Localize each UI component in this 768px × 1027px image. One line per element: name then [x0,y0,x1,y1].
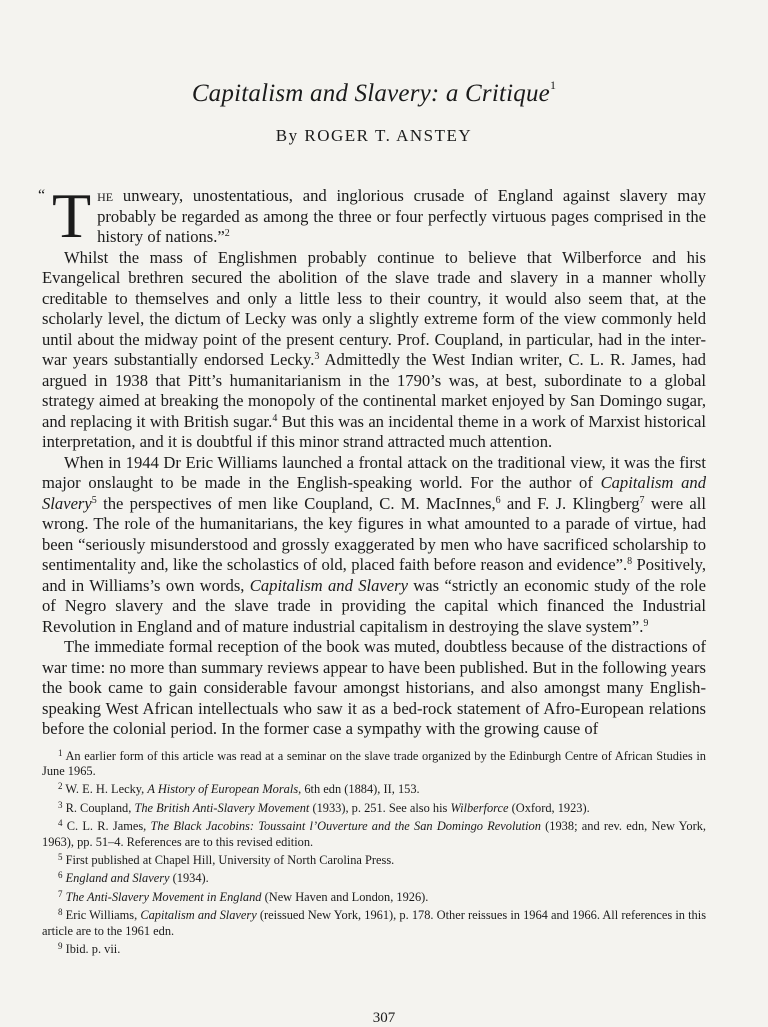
footnote-6 [42,868,706,886]
footnote-number: 6 [58,870,63,881]
footnote-text: R. Coupland, [62,800,135,815]
paragraph-3-text-d: were all wrong. The role of the humanitarians, the key figures in what amounted to a parade of virtue, had been “seriously misunderstood and grossly exaggerated by men who have sacrificed scholarship to sentimentality and, like the scholastics of old, placed faith before reason and evidence”. [42,493,706,574]
opening-quote: “ [38,187,46,204]
footnote-number: 4 [58,818,63,829]
footnote-book-title: The British Anti-Slavery Movement [134,800,310,815]
footnotes [42,746,706,958]
book-title: Capitalism and Slavery [249,575,408,595]
footnote-book-title: England and Slavery [62,871,170,886]
footnote-text: (1934). [169,871,209,886]
footnote-text: (New Haven and London, 1926). [261,889,429,904]
footnote-7 [42,887,706,905]
footnote-book-title: The Anti-Slavery Movement in England [62,889,262,904]
paragraph-2-text-b: Admittedly the West Indian writer, C. L. R. James, had argued in 1938 that Pitt’s humanitarianism in the 1790’s was, at best, subordinate to a global strategy aimed at breaking the monopoly of the continental market enjoyed by San Domingo sugar, and replacing it with British sugar. [42,350,706,431]
footnote-number: 5 [58,851,63,862]
footnote-text: (reissued New York, 1961), p. 178. Other reissues in 1964 and 1966. All references in this article are to the 1961 edn. [42,908,707,938]
footnote-number: 7 [58,888,63,899]
footnote-number: 2 [58,781,63,792]
footnote-book-title: A History of European Morals [147,782,299,797]
footnote-9 [42,939,706,957]
paragraph-3-text-e: Positively, and in Williams’s own words, [42,555,706,595]
footnote-book-title: Capitalism and Slavery [140,908,257,923]
footnote-ref: 8 [627,556,633,567]
footnote-ref: 9 [643,617,649,629]
footnote-5 [42,850,706,868]
footnote-text: W. E. H. Lecky, [62,782,148,797]
footnote-text: An earlier form of this article was read at a seminar on the slave trade organized by the Edinburgh Centre of African Studies in June 1965. [42,748,706,778]
paragraph-4: The immediate formal reception of the book was muted, doubtless because of the distractions of war time: no more than summary reviews appear to have been published. But in the following years the book came to gain considerable favour amongst historians, and also amongst many English-speaking West African intellectuals who saw it as a bed-rock statement of Afro-European relations before the colonial period. In the former case a sympathy with the growing cause of [42,637,706,738]
paragraph-2-text-a: Whilst the mass of Englishmen probably continue to believe that Wilberforce and his Evangelical brethren secured the abolition of the slave trade and slavery in a manner wholly creditable to themselves and only a little less to their country, it would also seem that, at the scholarly level, the dictum of Lecky was only a slightly extreme form of the view commonly held until about the midway point of the present century. Prof. Coupland, in particular, had in the inter-war years substantially endorsed Lecky. [42,247,706,369]
footnote-number: 3 [58,799,63,810]
drop-cap: T [52,180,92,251]
footnote-text: C. L. R. James, [62,819,151,834]
footnote-3 [42,798,706,816]
footnote-book-title: The Black Jacobins: Toussaint l’Ouverture and the San Domingo Revolution [150,819,541,834]
footnote-number: 9 [58,940,63,951]
paragraph-1-text: unweary, unostentatious, and inglorious crusade of England against slavery may probably be regarded as among the three or four perfectly virtuous pages comprised in the history of nations.” [97,186,706,246]
paragraph-3 [42,453,706,638]
footnote-8 [42,905,706,939]
paragraph-3-text-b: the perspectives of men like Coupland, C. M. MacInnes, [96,493,496,513]
footnote-1 [42,746,706,780]
footnote-ref: 6 [495,494,501,506]
footnote-2 [42,779,706,797]
title-footnote-ref: 1 [549,78,557,92]
paragraph-2 [42,248,706,453]
footnote-ref: 2 [224,228,230,239]
article-title [42,78,706,108]
paragraph-2-text-c: But this was an incidental theme in a work of Marxist historical interpretation, and it is doubtful if this minor strand attracted much attention. [42,411,706,451]
footnote-text: First published at Chapel Hill, University of North Carolina Press. [62,852,395,867]
footnote-text: Eric Williams, [62,908,141,923]
paragraph-3-text-f: was “strictly an economic study of the role of Negro slavery and the slave trade in providing the capital which financed the Industrial Revolution in England and of mature industrial capitalism in destroying the slave system”. [42,575,706,636]
byline: By ROGER T. ANSTEY [275,126,473,145]
footnote-ref: 4 [272,412,278,424]
footnote-book-title: Wilberforce [450,800,509,815]
article-body [38,180,706,740]
footnote-text: , 6th edn (1884), II, 153. [298,782,420,797]
lead-word: he [97,186,114,205]
footnote-text: (1933), p. 251. See also his [309,800,451,815]
paragraph-3-text-c: and F. J. Klingberg [500,493,640,513]
footnote-ref: 5 [91,494,97,506]
footnote-number: 8 [58,907,63,918]
footnote-text: (1938; and rev. edn, New York, 1963), pp. 51–4. References are to this revised edition. [42,819,707,849]
page-number: 307 [372,1010,396,1026]
footnote-4 [42,816,706,850]
footnote-number: 1 [58,747,63,758]
book-title: Capitalism and Slavery [42,473,706,513]
paragraph-3-text-a: When in 1944 Dr Eric Williams launched a frontal attack on the traditional view, it was the first major onslaught to be made in the English-speaking world. For the author of [42,452,706,492]
title-text: Capitalism and Slavery: a Critique [191,80,550,107]
footnote-ref: 3 [314,351,320,362]
footnote-text: (Oxford, 1923). [508,800,590,815]
footnote-ref: 7 [639,494,645,506]
article-page [38,68,707,957]
paragraph-1 [38,180,706,251]
footnote-text: Ibid. p. vii. [62,941,121,956]
